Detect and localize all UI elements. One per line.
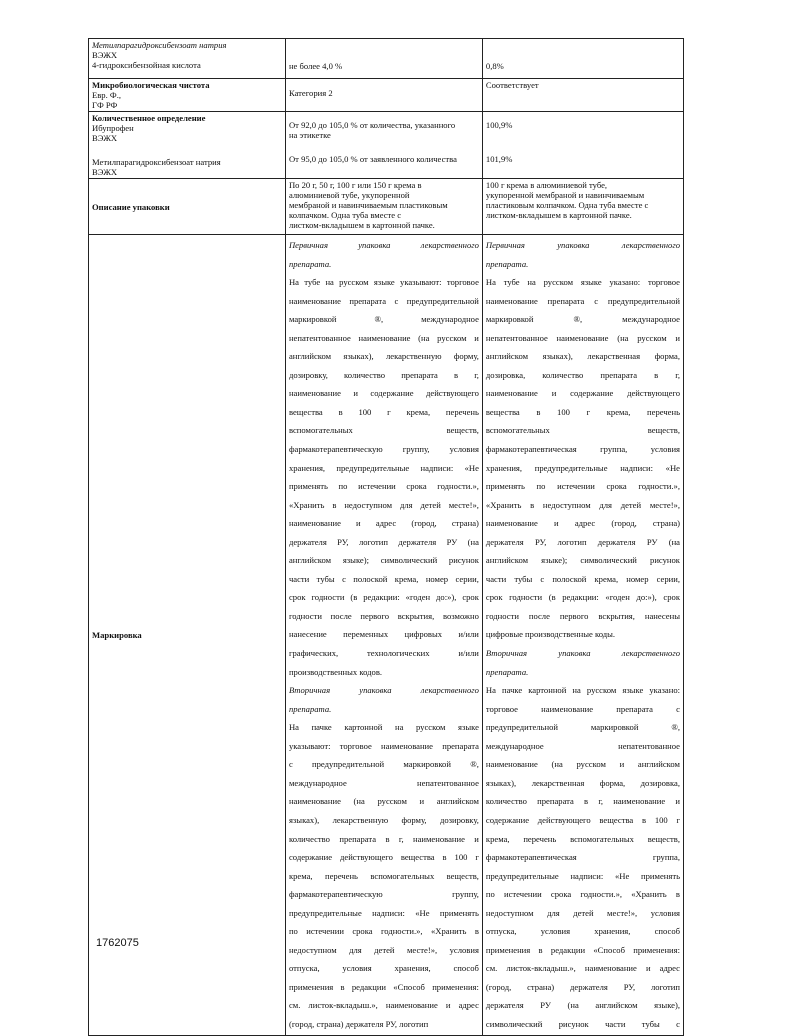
result-value: 101,9%: [485, 154, 513, 164]
norm-line: По 20 г, 50 г, 100 г или 150 г крема в: [288, 180, 422, 190]
label-text-line: Первичная упаковка лекарственного: [288, 240, 479, 250]
result-line: укупоренной мембраной и навинчиваемым: [485, 190, 645, 200]
label-text-line: препарата.: [485, 258, 529, 269]
row-labeling: [89, 235, 684, 1036]
result-line: 100 г крема в алюминиевой тубе,: [485, 180, 608, 190]
test-subitem: Ибупрофен: [92, 123, 134, 133]
label-text-line: На пачке картонной на русском языке указано:: [485, 685, 680, 696]
label-text-line: препарата.: [288, 258, 332, 269]
test-name: Описание упаковки: [92, 201, 170, 212]
norm-value: От 92,0 до 105,0 % от количества, указанного: [288, 120, 456, 130]
label-text-line: срок годности (в редакции: «годен до:»), срок: [288, 592, 479, 603]
norm-value: Категория 2: [288, 88, 333, 98]
result-line: листком-вкладышем в картонной пачке.: [485, 210, 632, 220]
result-value: 100,9%: [485, 120, 513, 130]
norm-cell: [285, 235, 482, 1036]
label-text-line: наименование препарата с предупредительной: [485, 295, 680, 306]
test-subitem: Метилпарагидроксибензоат натрия: [92, 157, 221, 167]
result-value: 0,8%: [485, 61, 504, 71]
row-methylparaben-impurity: [89, 39, 684, 79]
label-text-line: нанесение переменных цифровых и/или: [288, 629, 479, 640]
label-text-line: языках), лекарственную форму, дозировку,: [288, 814, 479, 825]
label-text-line: годности после первого вскрытия, нанесены: [485, 610, 680, 621]
label-text-line: хранения, предупредительные надписи: «Не: [288, 462, 479, 473]
row-microbiological-purity: [89, 79, 684, 112]
row-packaging: [89, 179, 684, 235]
label-text-line: отпуска, условия хранения, способ: [288, 963, 479, 974]
norm-cell: [285, 112, 482, 179]
label-text-line: вещества в 100 г крема, перечень: [485, 406, 680, 417]
label-text-line: наименование и адрес (город, страна): [288, 518, 479, 529]
label-text-line: наименование и содержание действующего: [485, 388, 680, 399]
label-text-line: количество препарата в г, наименование и: [288, 833, 479, 844]
test-name-cell: [89, 235, 286, 1036]
label-text-line: производственных кодов.: [288, 666, 383, 677]
label-text-line: см. листок-вкладыш.», наименование и адрес: [485, 963, 680, 974]
label-text-line: предупредительные надписи: «Не применять: [288, 907, 479, 918]
label-text-line: годности после первого вскрытия, возможно: [288, 610, 479, 621]
label-text-line: содержание действующего вещества в 100 г: [485, 814, 680, 825]
label-text-line: предупредительной маркировкой ®,: [485, 722, 680, 733]
document-id: 1762075: [96, 937, 139, 949]
norm-line: алюминиевой тубе, укупоренной: [288, 190, 410, 200]
test-name: Количественное определение: [92, 113, 206, 123]
label-text-line: Первичная упаковка лекарственного: [485, 240, 680, 250]
label-text-line: фармакотерапевтическую группу, условия: [288, 444, 479, 455]
label-text-line: На тубе на русском языке указывают: торговое: [288, 277, 479, 288]
label-text-line: маркировкой ®, международное: [485, 314, 680, 325]
label-text-line: торговое наименование препарата с: [485, 703, 680, 714]
label-text-line: вспомогательных веществ,: [288, 425, 479, 436]
test-name: Метилпарагидроксибензоат натрия: [92, 40, 227, 50]
label-text-line: Вторичная упаковка лекарственного: [485, 648, 680, 659]
norm-value: От 95,0 до 105,0 % от заявленного количества: [288, 154, 457, 164]
label-text-line: содержание действующего вещества в 100 г: [288, 852, 479, 863]
label-text-line: недоступном для детей месте!», условия: [288, 944, 479, 955]
label-text-line: символический рисунок части тубы с: [485, 1018, 680, 1029]
label-text-line: «Хранить в недоступном для детей месте!»,: [288, 499, 479, 510]
label-text-line: фармакотерапевтическая группа,: [485, 852, 680, 863]
label-text-line: хранения, предупредительные надписи: «Не: [485, 462, 680, 473]
label-text-line: фармакотерапевтическую группу,: [288, 889, 479, 900]
label-text-line: непатентованное наименование (на русском и: [485, 332, 680, 343]
label-text-line: английском языке); символический рисунок: [288, 555, 479, 566]
label-text-line: английском языках), лекарственную форму,: [288, 351, 479, 362]
norm-value: на этикетке: [288, 130, 331, 140]
label-text-line: части тубы с полоской крема, номер серии,: [288, 573, 479, 584]
label-text-line: вспомогательных веществ,: [485, 425, 680, 436]
norm-cell: [285, 79, 482, 112]
label-text-line: графических, технологических и/или: [288, 648, 479, 659]
norm-line: колпачком. Одна туба вместе с: [288, 210, 402, 220]
label-text-line: держателя РУ (на английском языке),: [485, 1000, 680, 1011]
result-cell: [482, 235, 683, 1036]
norm-line: мембраной и навинчиваемым пластиковым: [288, 200, 448, 210]
label-text-line: наименование (на русском и английском: [485, 759, 680, 770]
test-name: Маркировка: [92, 629, 142, 640]
label-text-line: международное непатентованное: [485, 740, 680, 751]
label-text-line: языках), лекарственная форма, дозировка,: [485, 777, 680, 788]
label-text-line: по истечении срока годности.», «Хранить в: [485, 889, 680, 900]
label-text-line: вещества в 100 г крема, перечень: [288, 406, 479, 417]
test-name-cell: [89, 179, 286, 235]
test-subitem: 4-гидроксибензойная кислота: [92, 60, 201, 70]
result-cell: [482, 79, 683, 112]
label-text-line: На тубе на русском языке указано: торговое: [485, 277, 680, 288]
norm-value: не более 4,0 %: [288, 61, 343, 71]
label-text-line: английском языках), лекарственная форма,: [485, 351, 680, 362]
label-text-line: английском языке); символический рисунок: [485, 555, 680, 566]
label-text-line: наименование и адрес (город, страна): [485, 518, 680, 529]
label-text-line: дозировку, количество препарата в г,: [288, 369, 479, 380]
label-text-line: «Хранить в недоступном для детей месте!»,: [485, 499, 680, 510]
label-text-line: препарата.: [288, 703, 332, 714]
label-text-line: по истечении срока годности.», «Хранить в: [288, 926, 479, 937]
label-text-line: указывают: торговое наименование препарата: [288, 740, 479, 751]
test-method: ГФ РФ: [92, 100, 118, 110]
label-text-line: предупредительные надписи: «Не применять: [485, 870, 680, 881]
label-text-line: На пачке картонной на русском языке: [288, 722, 479, 733]
label-text-line: части тубы с полоской крема, номер серии,: [485, 573, 680, 584]
test-name: Микробиологическая чистота: [92, 80, 210, 90]
row-assay: [89, 112, 684, 179]
label-text-line: наименование и содержание действующего: [288, 388, 479, 399]
test-name-cell: [89, 39, 286, 79]
label-text-line: Вторичная упаковка лекарственного: [288, 685, 479, 696]
label-text-line: фармакотерапевтическая группа, условия: [485, 444, 680, 455]
label-text-line: применения в редакции «Способ применения:: [288, 981, 479, 992]
specification-table: [88, 38, 684, 1036]
test-method: ВЭЖХ: [92, 133, 118, 143]
result-cell: [482, 39, 683, 79]
label-text-line: цифровые производственные коды.: [485, 629, 616, 640]
label-text-line: срок годности (в редакции: «годен до:»), срок: [485, 592, 680, 603]
label-text-line: применять по истечении срока годности.»,: [288, 481, 479, 492]
label-text-line: держателя РУ, логотип держателя РУ (на: [485, 536, 680, 547]
test-name-cell: [89, 112, 286, 179]
result-cell: [482, 112, 683, 179]
norm-cell: [285, 39, 482, 79]
label-text-line: применять по истечении срока годности.»,: [485, 481, 680, 492]
label-text-line: крема, перечень вспомогательных веществ,: [485, 833, 680, 844]
test-method: ВЭЖХ: [92, 167, 118, 177]
label-text-line: дозировка, количество препарата в г,: [485, 369, 680, 380]
norm-cell: [285, 179, 482, 235]
test-method: Евр. Ф.,: [92, 90, 121, 100]
label-text-line: непатентованное наименование (на русском и: [288, 332, 479, 343]
label-text-line: (город, страна) держателя РУ, логотип: [485, 981, 680, 992]
label-text-line: держателя РУ, логотип держателя РУ (на: [288, 536, 479, 547]
label-text-line: количество препарата в г, наименование и: [485, 796, 680, 807]
test-name-cell: [89, 79, 286, 112]
norm-line: листком-вкладышем в картонной пачке.: [288, 220, 435, 230]
result-value: Соответствует: [485, 80, 539, 90]
test-method: ВЭЖХ: [92, 50, 118, 60]
label-text-line: наименование препарата с предупредительной: [288, 295, 479, 306]
label-text-line: см. листок-вкладыш.», наименование и адрес: [288, 1000, 479, 1011]
label-text-line: применения в редакции «Способ применения:: [485, 944, 680, 955]
label-text-line: недоступном для детей месте!», условия: [485, 907, 680, 918]
result-line: пластиковым колпачком. Одна туба вместе с: [485, 200, 649, 210]
result-cell: [482, 179, 683, 235]
label-text-line: с предупредительной маркировкой ®,: [288, 759, 479, 770]
label-text-line: международное непатентованное: [288, 777, 479, 788]
label-text-line: (город, страна) держателя РУ, логотип: [288, 1018, 429, 1029]
label-text-line: маркировкой ®, международное: [288, 314, 479, 325]
label-text-line: отпуска, условия хранения, способ: [485, 926, 680, 937]
label-text-line: наименование (на русском и английском: [288, 796, 479, 807]
label-text-line: крема, перечень вспомогательных веществ,: [288, 870, 479, 881]
label-text-line: препарата.: [485, 666, 529, 677]
